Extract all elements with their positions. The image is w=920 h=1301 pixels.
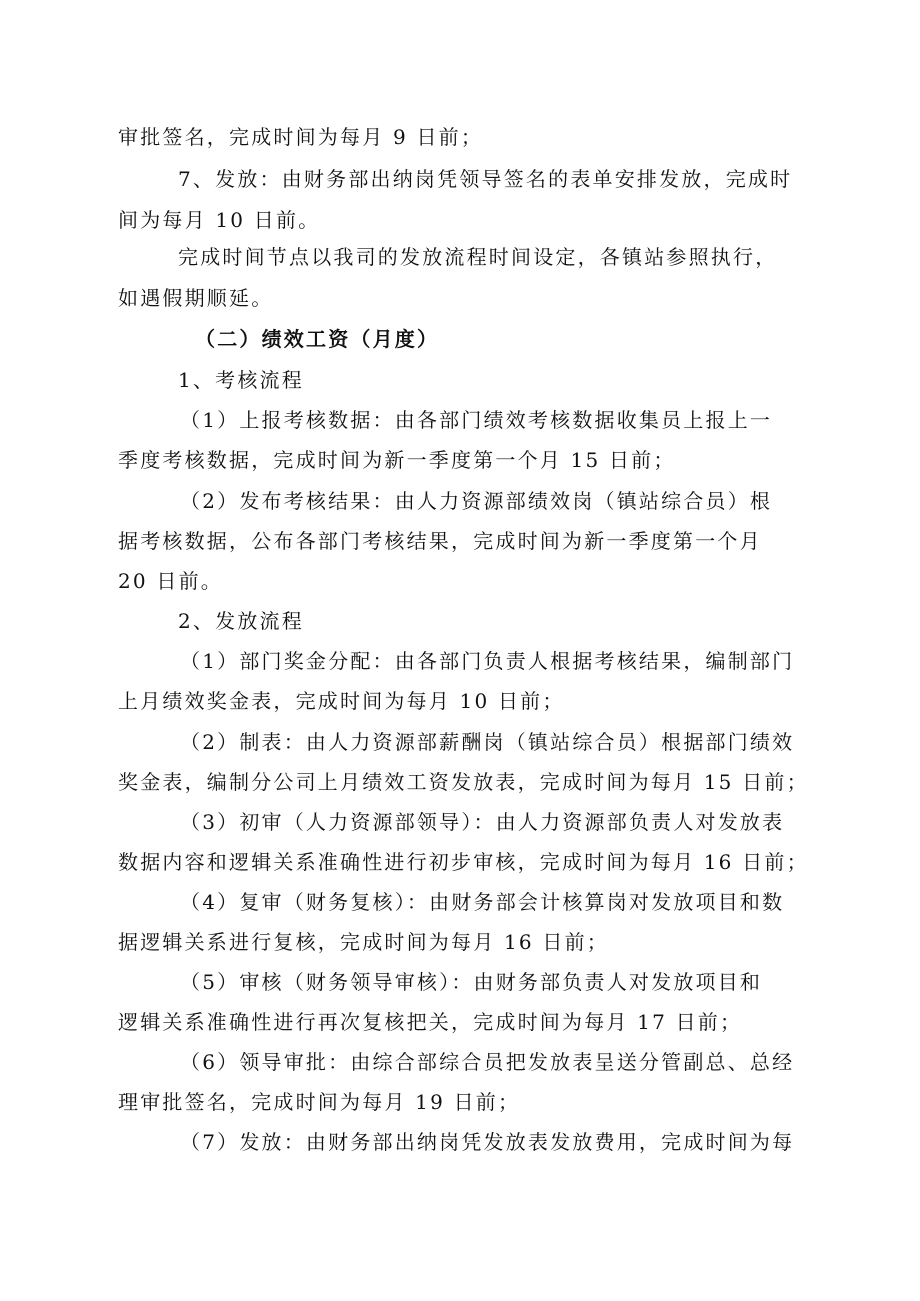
paragraph-line: （2）发布考核结果：由人力资源部绩效岗（镇站综合员）根 (180, 489, 773, 513)
subsection-heading: 2、发放流程 (178, 609, 304, 633)
paragraph-line: （6）领导审批：由综合部综合员把发放表呈送分管副总、总经 (180, 1050, 795, 1074)
paragraph-line: 20 日前。 (118, 569, 224, 593)
paragraph-line: （2）制表：由人力资源部薪酬岗（镇站综合员）根据部门绩效 (180, 730, 795, 754)
paragraph-line: 据考核数据，公布各部门考核结果，完成时间为新一季度第一个月 (118, 529, 762, 553)
paragraph-line: （5）审核（财务领导审核）：由财务部负责人对发放项目和 (180, 970, 763, 994)
paragraph-line: （3）初审（人力资源部领导）：由人力资源部负责人对发放表 (180, 810, 785, 834)
paragraph-line: （1）部门奖金分配：由各部门负责人根据考核结果，编制部门 (180, 649, 795, 673)
subsection-heading: 1、考核流程 (178, 368, 304, 392)
paragraph-line: （4）复审（财务复核）：由财务部会计核算岗对发放项目和数 (180, 890, 785, 914)
paragraph-line: 间为每月 10 日前。 (118, 208, 321, 232)
paragraph-line: 如遇假期顺延。 (118, 286, 274, 310)
paragraph-line: 据逻辑关系进行复核，完成时间为每月 16 日前； (118, 930, 609, 954)
paragraph-line: 理审批签名，完成时间为每月 19 日前； (118, 1090, 521, 1114)
paragraph-line: （1）上报考核数据：由各部门绩效考核数据收集员上报上一 (180, 408, 773, 432)
paragraph-line: 完成时间节点以我司的发放流程时间设定，各镇站参照执行， (178, 245, 778, 269)
paragraph-line: 数据内容和逻辑关系准确性进行初步审核，完成时间为每月 16 日前； (118, 850, 809, 874)
paragraph-line: 奖金表，编制分公司上月绩效工资发放表，完成时间为每月 15 日前； (118, 770, 809, 794)
paragraph-line: 审批签名，完成时间为每月 9 日前； (118, 125, 484, 149)
paragraph-line: 季度考核数据，完成时间为新一季度第一个月 15 日前； (118, 448, 676, 472)
paragraph-line: （7）发放：由财务部出纳岗凭发放表发放费用，完成时间为每 (180, 1130, 795, 1154)
paragraph-line: 上月绩效奖金表，完成时间为每月 10 日前； (118, 689, 565, 713)
paragraph-line: 7、发放：由财务部出纳岗凭领导签名的表单安排发放，完成时 (178, 167, 793, 191)
paragraph-line: 逻辑关系准确性进行再次复核把关，完成时间为每月 17 日前； (118, 1010, 743, 1034)
section-heading: （二）绩效工资（月度） (195, 327, 440, 351)
